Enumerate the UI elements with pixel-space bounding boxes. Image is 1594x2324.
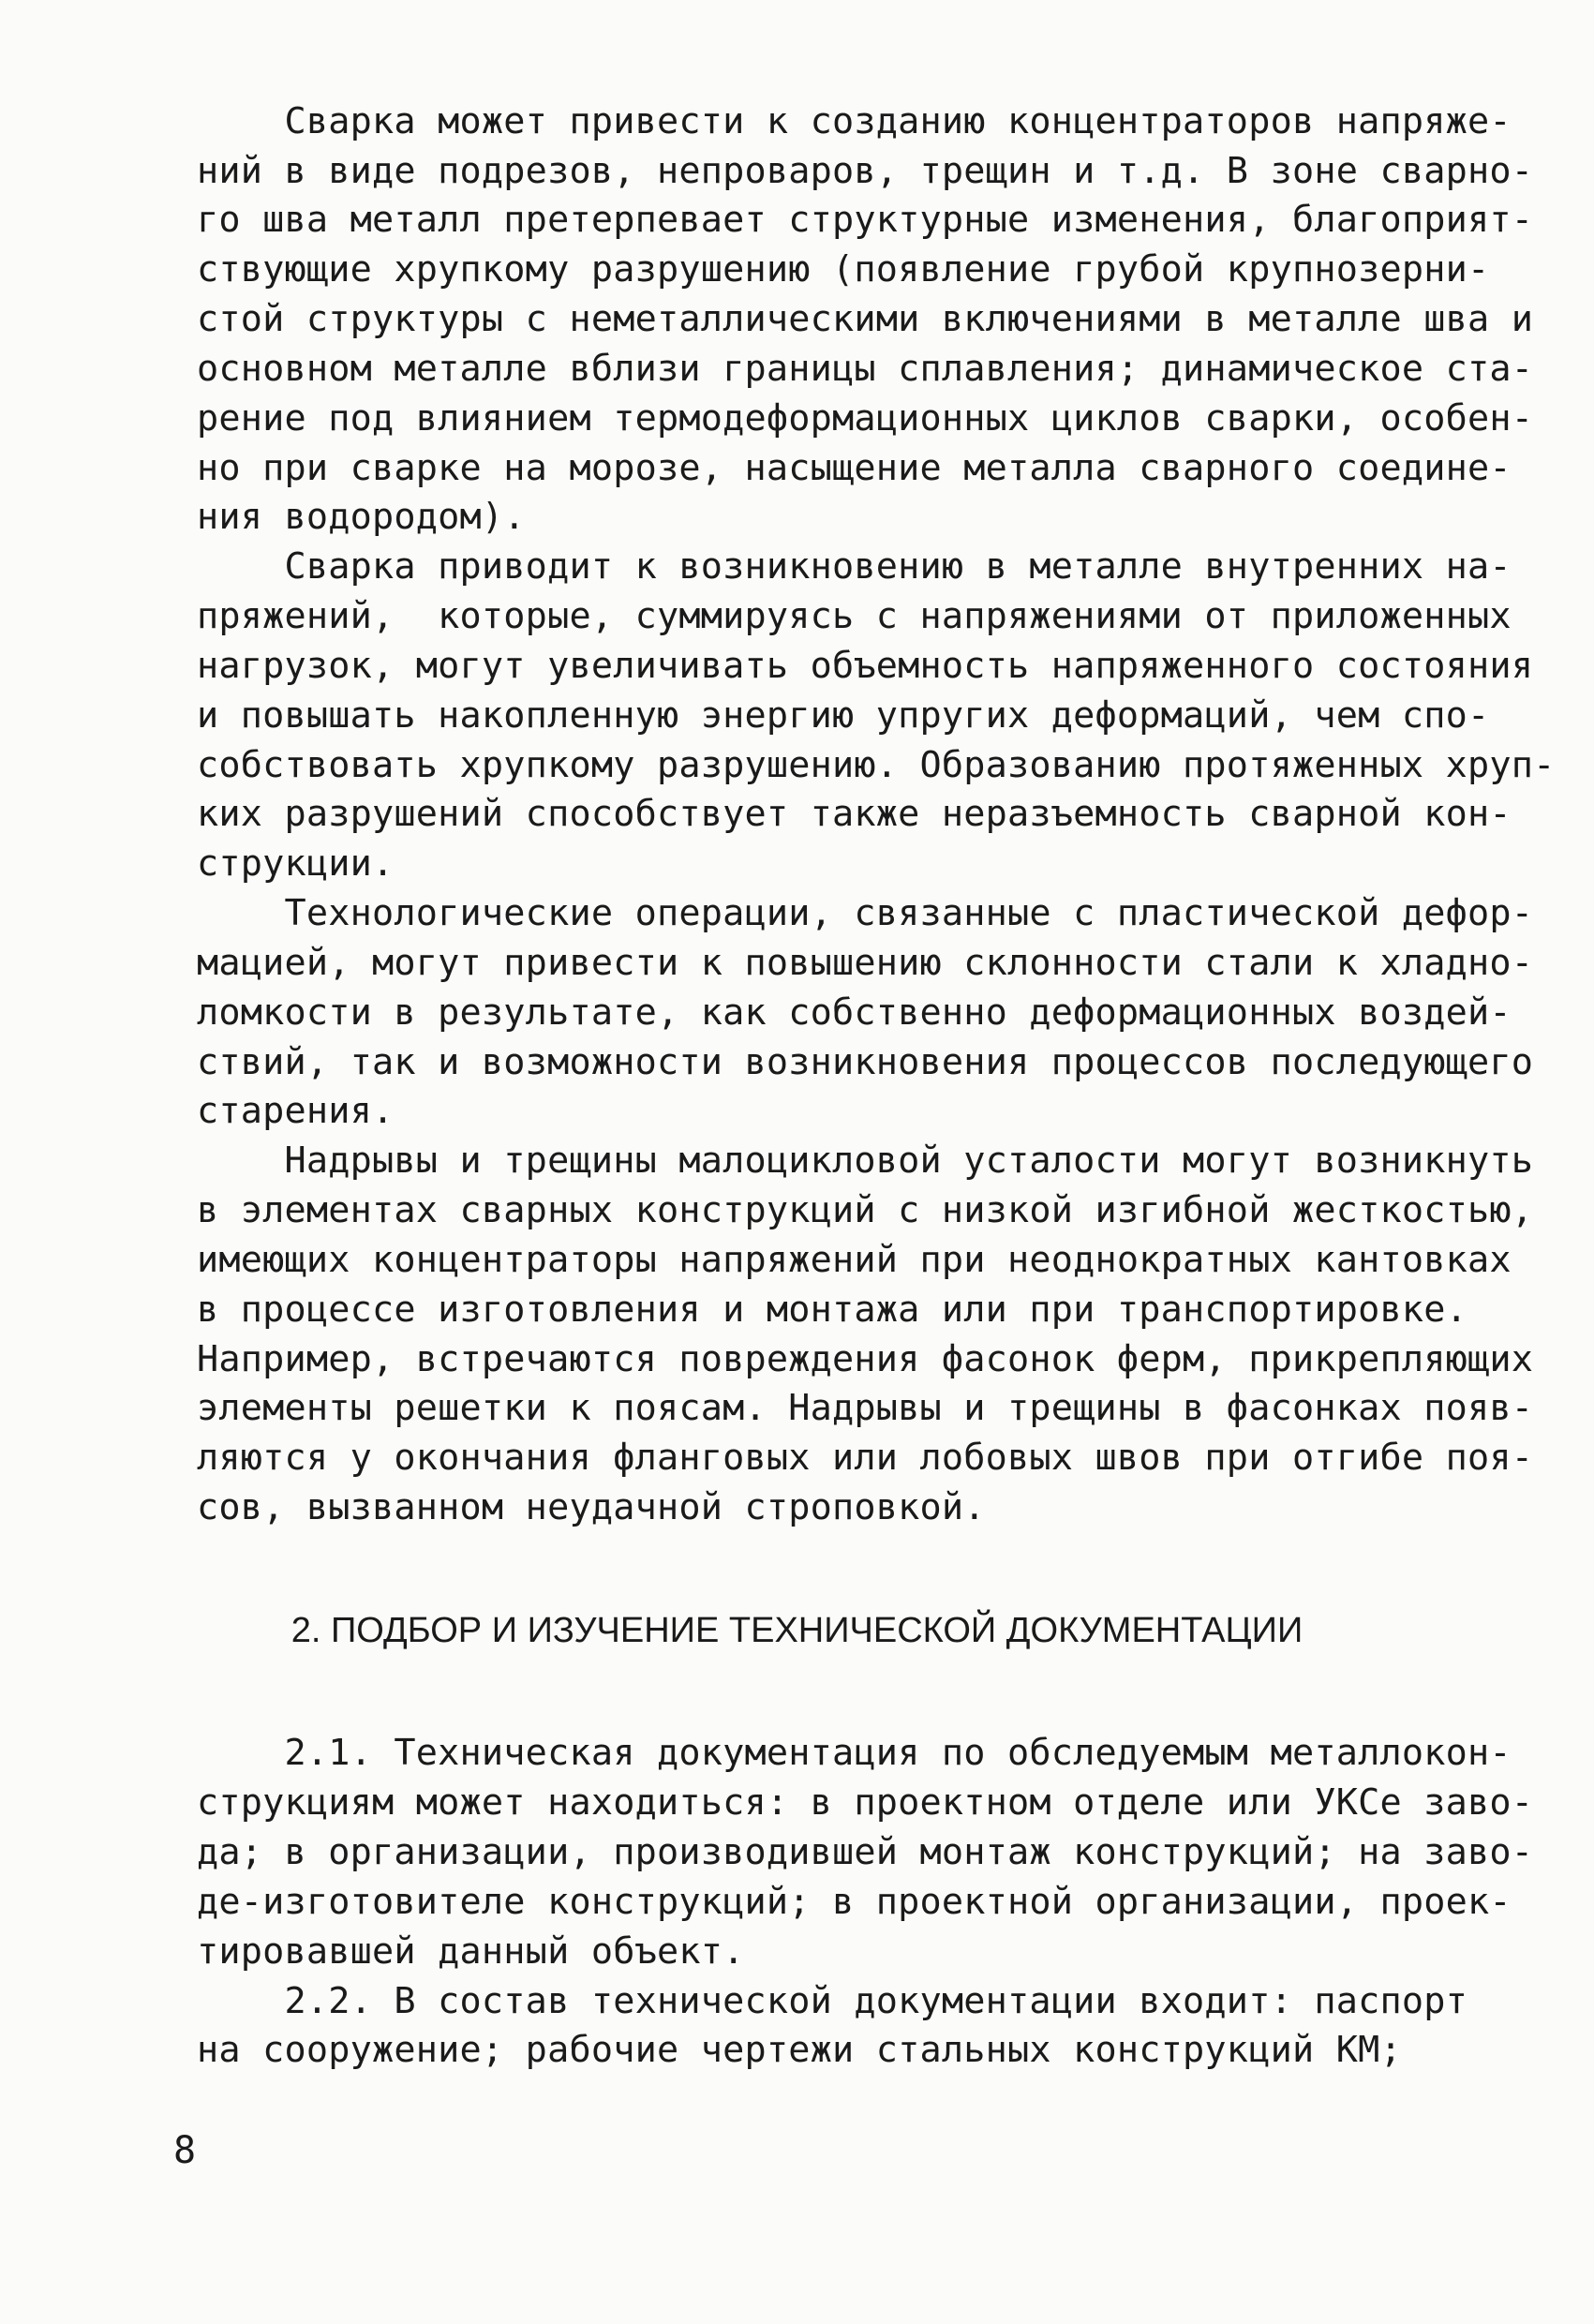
text-line: 2.1. Техническая документация по обследуемым металлокон- (197, 1732, 1512, 1774)
text-line: ний в виде подрезов, непроваров, трещин и т.д. В зоне сварно- (197, 150, 1534, 192)
text-line: тировавшей данный объект. (197, 1930, 745, 1973)
text-line: в процессе изготовления и монтажа или при транспортировке. (197, 1289, 1467, 1331)
text-line: да; в организации, производившей монтаж конструкций; на заво- (197, 1831, 1534, 1873)
text-line: 2.2. В состав технической документации входит: паспорт (197, 1980, 1467, 2022)
text-line: нагрузок, могут увеличивать объемность напряженного состояния (197, 645, 1534, 687)
text-line: основном металле вблизи границы сплавления; динамическое ста- (197, 348, 1534, 390)
text-line: на сооружение; рабочие чертежи стальных конструкций КМ; (197, 2029, 1402, 2071)
text-line: де-изготовителе конструкций; в проектной организации, проек- (197, 1881, 1512, 1923)
text-line: мацией, могут привести к повышению склонности стали к хладно- (197, 942, 1534, 984)
page-number: 8 (173, 2129, 197, 2172)
text-line: ляются у окончания фланговых или лобовых швов при отгибе поя- (197, 1437, 1534, 1479)
text-line: Надрывы и трещины малоцикловой усталости могут возникнуть (197, 1140, 1534, 1182)
text-line: но при сварке на морозе, насыщение металла сварного соедине- (197, 447, 1512, 489)
text-line: Сварка может привести к созданию концентраторов напряже- (197, 100, 1512, 142)
text-line: ких разрушений способствует также неразъемность сварной кон- (197, 793, 1512, 835)
text-line: Сварка приводит к возникновению в металле внутренних на- (197, 545, 1512, 588)
text-line: Технологические операции, связанные с пластической дефор- (197, 892, 1534, 934)
section-heading: 2. ПОДБОР И ИЗУЧЕНИЕ ТЕХНИЧЕСКОЙ ДОКУМЕНТАЦИИ (290, 1611, 1304, 1650)
text-line: рение под влиянием термодеформационных циклов сварки, особен- (197, 397, 1534, 439)
text-line: го шва металл претерпевает структурные изменения, благоприят- (197, 199, 1534, 241)
text-line: струкциям может находиться: в проектном отделе или УКСе заво- (197, 1781, 1534, 1824)
text-line: ствий, так и возможности возникновения процессов последующего (197, 1041, 1534, 1083)
text-line: элементы решетки к поясам. Надрывы и трещины в фасонках появ- (197, 1387, 1534, 1429)
text-line: пряжений, которые, суммируясь с напряжениями от приложенных (197, 595, 1512, 637)
text-line: ствующие хрупкому разрушению (появление грубой крупнозерни- (197, 248, 1490, 290)
text-line: собствовать хрупкому разрушению. Образованию протяженных хруп- (197, 744, 1556, 786)
text-line: стой структуры с неметаллическими включениями в металле шва и (197, 298, 1534, 340)
text-line: Например, встречаются повреждения фасонок ферм, прикрепляющих (197, 1338, 1534, 1380)
text-line: в элементах сварных конструкций с низкой изгибной жесткостью, (197, 1189, 1534, 1231)
text-line: ломкости в результате, как собственно деформационных воздей- (197, 991, 1512, 1034)
text-line: старения. (197, 1090, 395, 1132)
text-line: и повышать накопленную энергию упругих деформаций, чем спо- (197, 694, 1490, 737)
text-line: сов, вызванном неудачной строповкой. (197, 1486, 986, 1528)
text-line: имеющих концентраторы напряжений при неоднократных кантовках (197, 1239, 1512, 1281)
text-line: струкции. (197, 842, 395, 885)
text-line: ния водородом). (197, 496, 526, 538)
